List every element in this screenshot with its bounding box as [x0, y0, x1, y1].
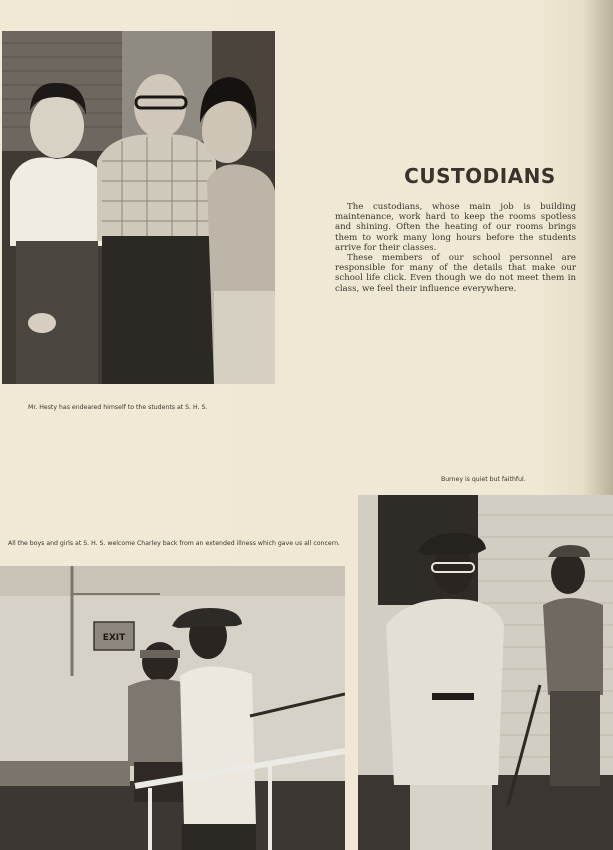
- article-paragraph-1: The custodians, whose main job is building maintenance, work hard to keep the rooms spotless and shining. Often the heating of our rooms brings them to work many long hours before the students arrive for their classes.: [335, 202, 576, 253]
- caption-left-photo: All the boys and girls at S. H. S. welcome Charley back from an extended illness which gave us all concern.: [8, 540, 340, 547]
- photo-custodians-in-hallway: [358, 495, 613, 850]
- article-body: [335, 202, 576, 294]
- photo-custodians-at-railing: [0, 566, 345, 850]
- caption-top-photo: Mr. Hesty has endeared himself to the students at S. H. S.: [28, 404, 208, 411]
- photo-custodian-with-students: [2, 31, 275, 384]
- page-title: CUSTODIANS: [404, 164, 556, 188]
- caption-right-photo: Burney is quiet but faithful.: [441, 476, 526, 483]
- article-paragraph-2: These members of our school personnel are responsible for many of the details that make our school life click. Even though we do not meet them in class, we feel their influence everywhere.: [335, 253, 576, 294]
- exit-sign-text: EXIT: [102, 633, 126, 643]
